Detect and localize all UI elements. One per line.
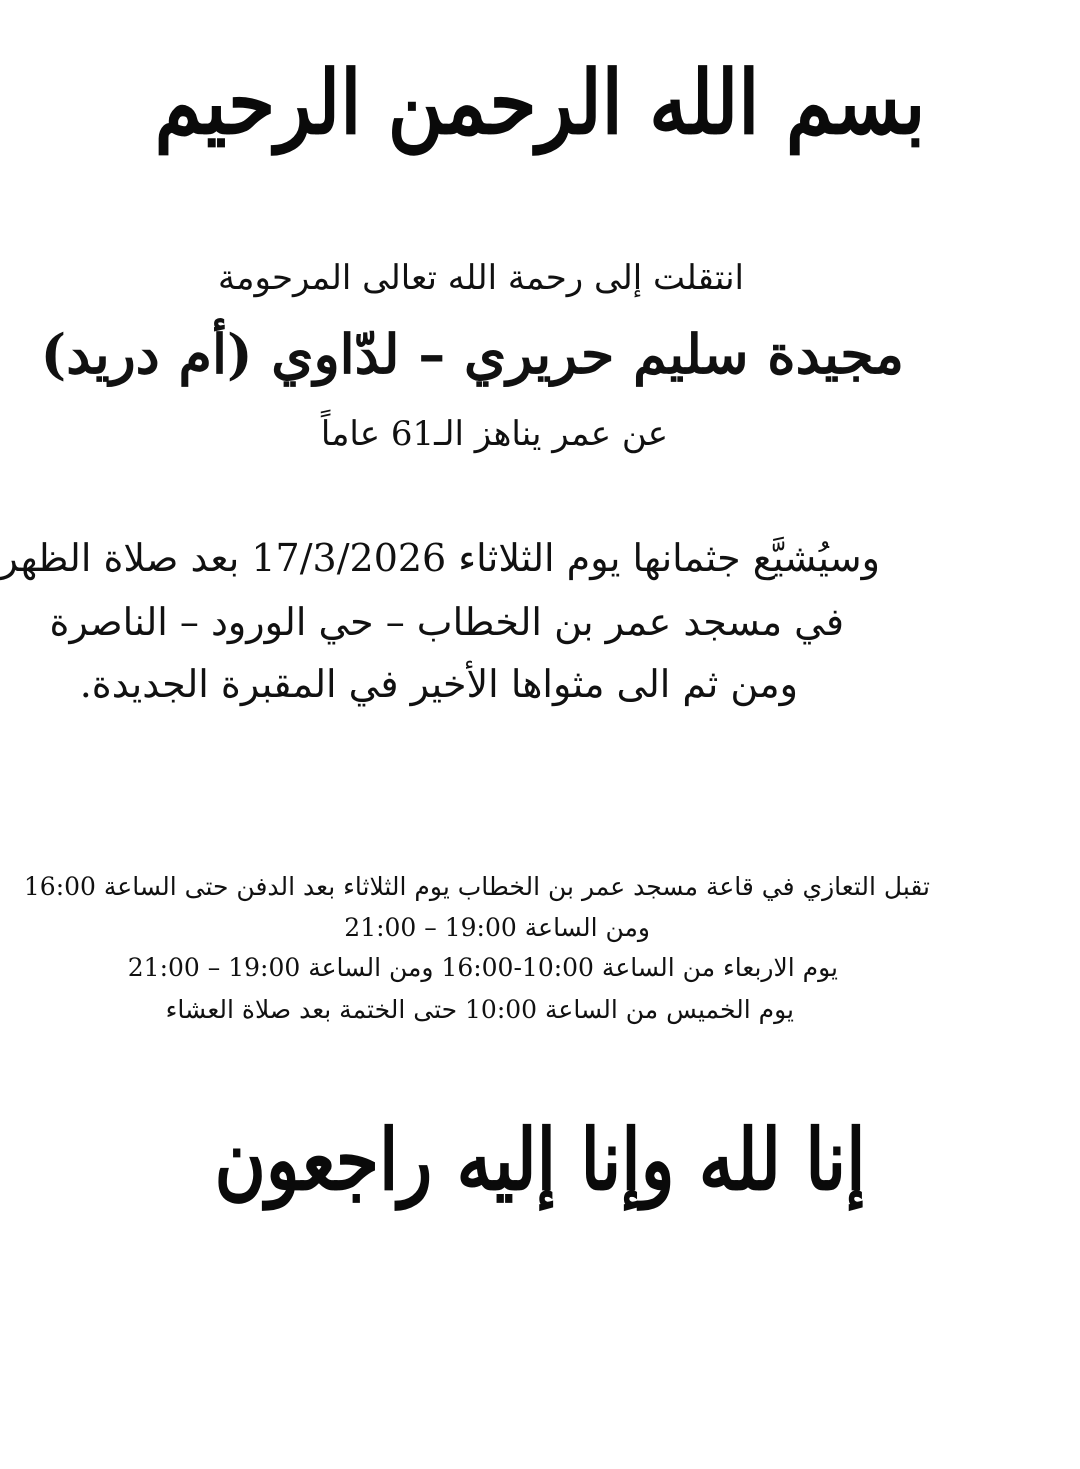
condolence-line-tuesday-evening: ومن الساعة 19:00 – 21:00 — [344, 913, 650, 942]
condolence-line-wednesday: يوم الاربعاء من الساعة 10:00-16:00 ومن الساعة 19:00 – 21:00 — [127, 953, 838, 982]
funeral-line-location: في مسجد عمر بن الخطاب – حي الورود – الناصرة — [49, 600, 844, 644]
condolence-line-thursday: يوم الخميس من الساعة 10:00 حتى الختمة بعد صلاة العشاء — [165, 995, 794, 1024]
basmala-calligraphy: بسم الله الرحمن الرحيم — [154, 51, 926, 154]
funeral-line-date: وسيُشيَّع جثمانها يوم الثلاثاء 17/3/2026 بعد صلاة الظهر — [0, 536, 880, 580]
istirja-calligraphy: إنا لله وإنا إليه راجعون — [214, 1109, 866, 1210]
intro-text: انتقلت إلى رحمة الله تعالى المرحومة — [218, 258, 744, 298]
age-text: عن عمر يناهز الـ61 عاماً — [320, 414, 668, 454]
funeral-line-burial: ومن ثم الى مثواها الأخير في المقبرة الجديدة. — [79, 662, 798, 706]
condolence-line-tuesday: تقبل التعازي في قاعة مسجد عمر بن الخطاب يوم الثلاثاء بعد الدفن حتى الساعة 16:00 — [23, 872, 930, 901]
deceased-name: مجيدة سليم حريري – لدّاوي (أم دريد) — [40, 322, 904, 386]
